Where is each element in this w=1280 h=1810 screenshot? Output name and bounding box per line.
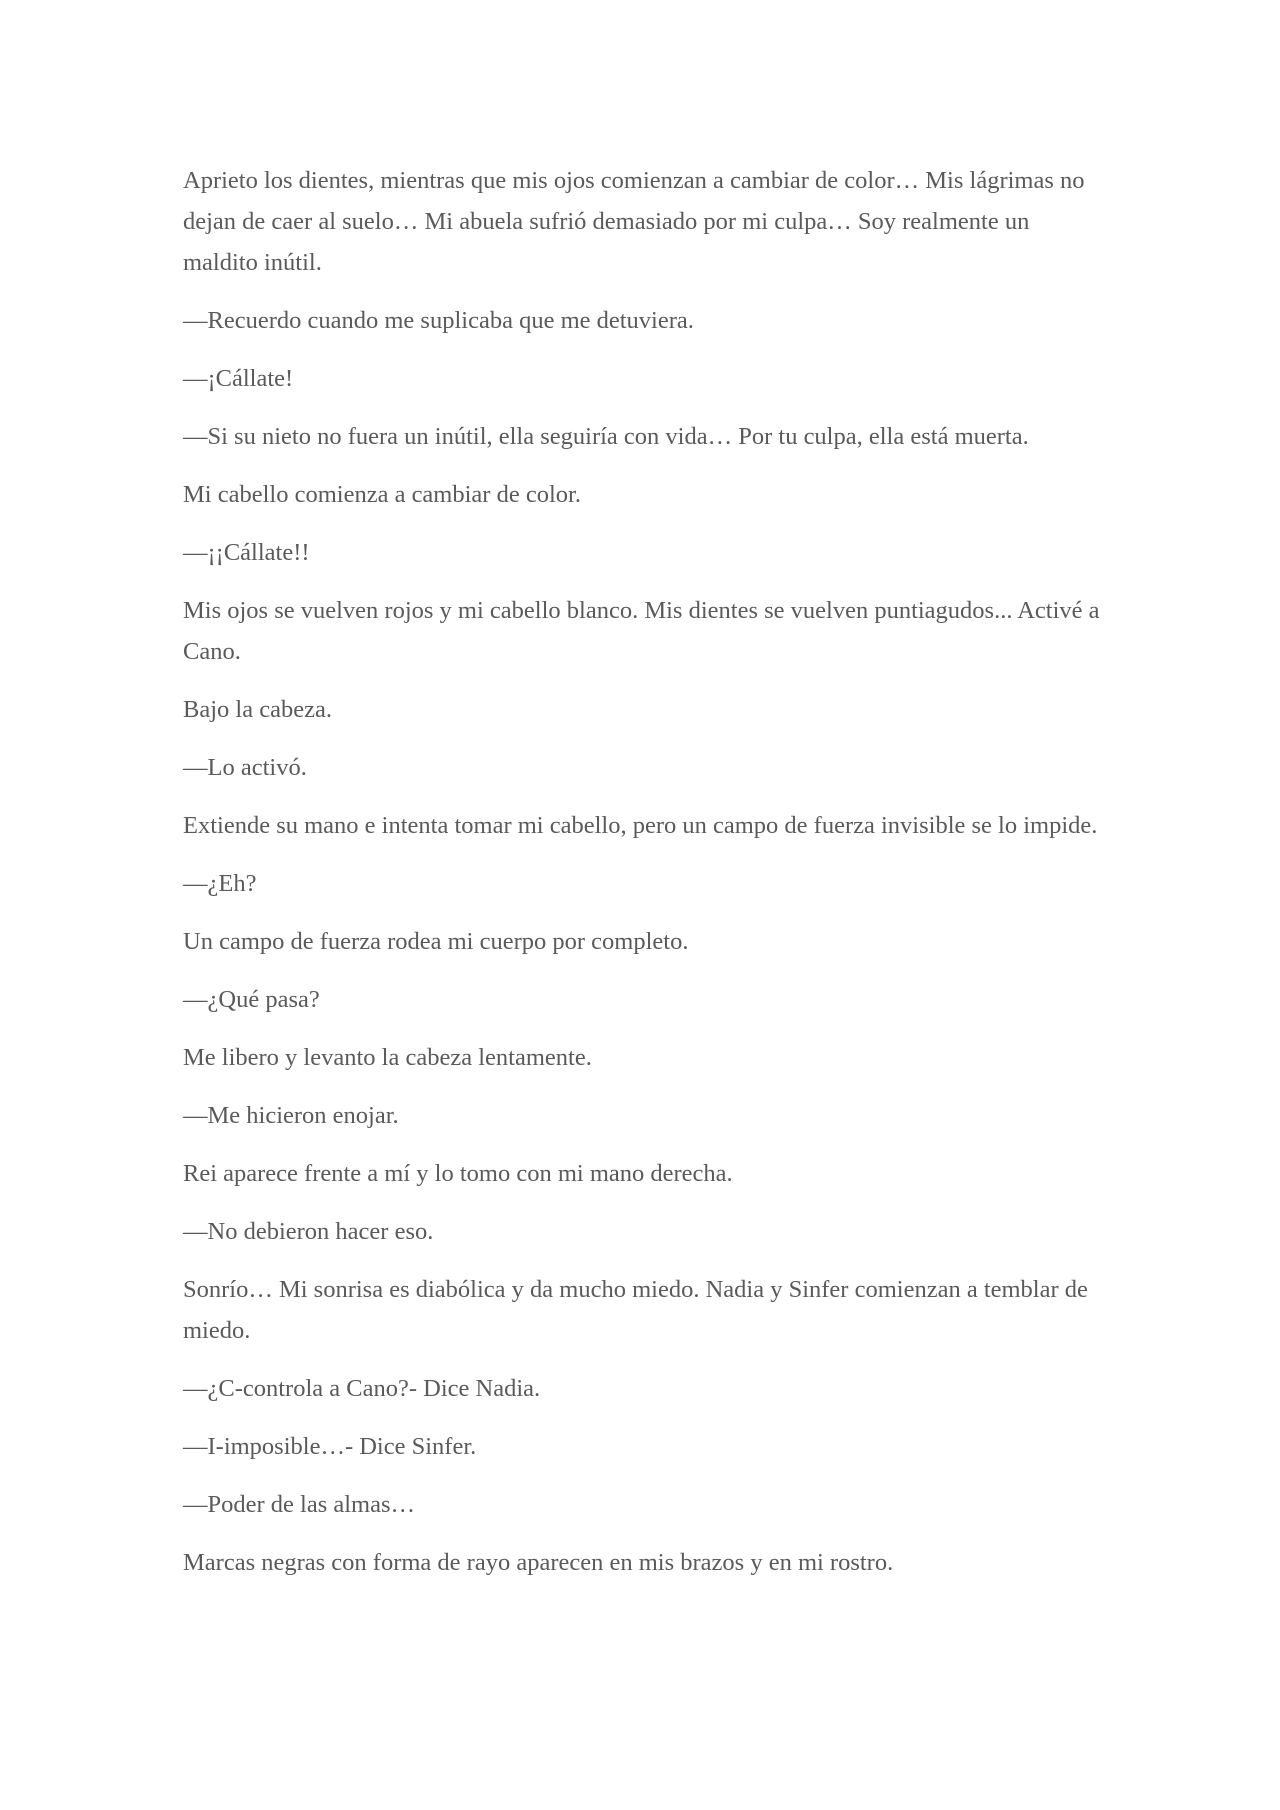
- paragraph: Extiende su mano e intenta tomar mi cabello, pero un campo de fuerza invisible se lo impide.: [183, 812, 1098, 839]
- paragraph: Rei aparece frente a mí y lo tomo con mi mano derecha.: [183, 1160, 733, 1187]
- paragraph: —Si su nieto no fuera un inútil, ella seguiría con vida… Por tu culpa, ella está muerta.: [183, 423, 1029, 450]
- paragraph: —¡Cállate!: [183, 365, 294, 392]
- paragraph: —¿C-controla a Cano?- Dice Nadia.: [183, 1375, 541, 1402]
- paragraph: Aprieto los dientes, mientras que mis ojos comienzan a cambiar de color… Mis lágrimas no dejan de caer al suelo… Mi abuela sufrió demasiado por mi culpa… Soy realmente un maldito inútil.: [183, 167, 1085, 276]
- paragraph: —Poder de las almas…: [183, 1491, 416, 1518]
- paragraph: —¡¡Cállate!!: [183, 539, 310, 566]
- paragraph: —No debieron hacer eso.: [183, 1218, 434, 1245]
- paragraph: Mis ojos se vuelven rojos y mi cabello blanco. Mis dientes se vuelven puntiagudos... Activé a Cano.: [183, 597, 1100, 665]
- document-body: [183, 160, 1103, 1600]
- paragraph: —I-imposible…- Dice Sinfer.: [183, 1433, 477, 1460]
- paragraph: Mi cabello comienza a cambiar de color.: [183, 481, 581, 508]
- paragraph: —Me hicieron enojar.: [183, 1102, 399, 1129]
- paragraph: Marcas negras con forma de rayo aparecen en mis brazos y en mi rostro.: [183, 1549, 894, 1576]
- paragraph: —Recuerdo cuando me suplicaba que me detuviera.: [183, 307, 694, 334]
- paragraph: —¿Eh?: [183, 870, 257, 897]
- paragraph: —¿Qué pasa?: [183, 986, 320, 1013]
- paragraph: Me libero y levanto la cabeza lentamente.: [183, 1044, 592, 1071]
- paragraph: Sonrío… Mi sonrisa es diabólica y da mucho miedo. Nadia y Sinfer comienzan a temblar de miedo.: [183, 1276, 1088, 1344]
- paragraph: Un campo de fuerza rodea mi cuerpo por completo.: [183, 928, 689, 955]
- paragraph: Bajo la cabeza.: [183, 696, 332, 723]
- paragraph: —Lo activó.: [183, 754, 307, 781]
